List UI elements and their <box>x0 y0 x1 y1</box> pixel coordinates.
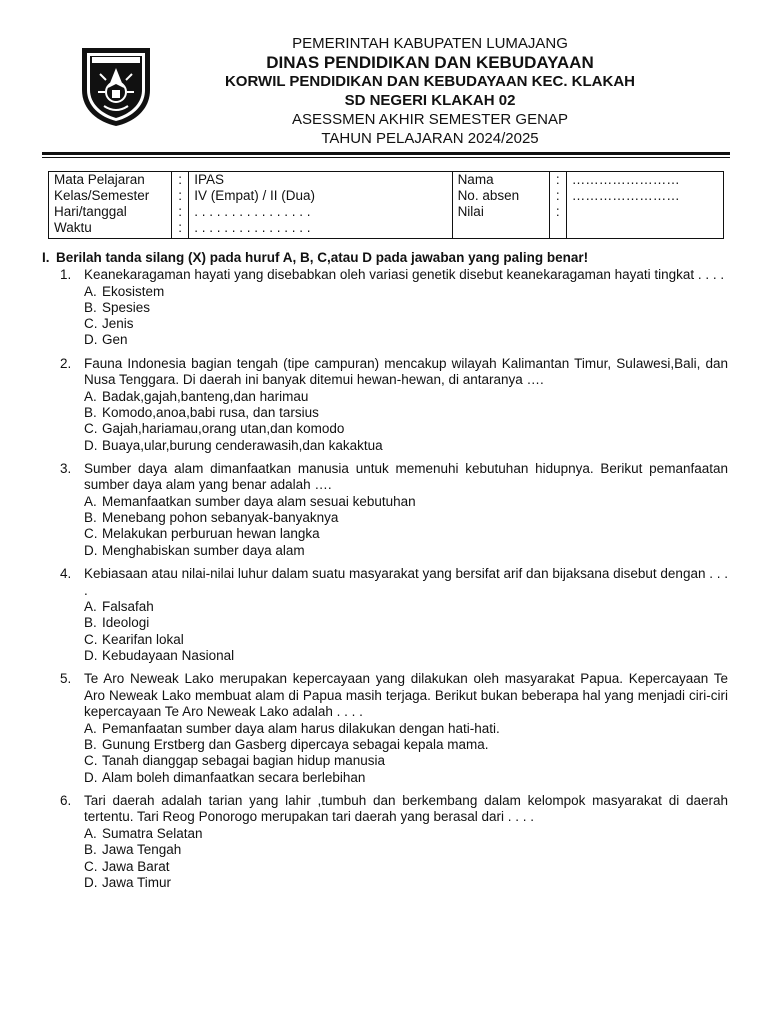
option-text: Jawa Timur <box>102 874 172 890</box>
question-item <box>42 356 728 454</box>
option-letter: C. <box>84 858 98 874</box>
option-letter: D. <box>84 437 98 453</box>
info-values-right[interactable]: …………………… …………………… <box>566 172 723 239</box>
info-labels-left: Mata Pelajaran Kelas/Semester Hari/tanggal Waktu <box>49 172 172 239</box>
section-number: I. <box>42 250 50 265</box>
question-item <box>42 566 728 664</box>
school-name: SD NEGERI KLAKAH 02 <box>344 92 516 109</box>
info-values-left[interactable]: IPAS IV (Empat) / II (Dua) . . . . . . . . . . . . . . . . . . . . . . . . . . . . . . . . <box>189 172 452 239</box>
question-number: 4. <box>60 566 72 582</box>
option-letter: B. <box>84 842 97 858</box>
option-letter: D. <box>84 874 98 890</box>
answer-option[interactable] <box>84 859 728 875</box>
info-colons-right: : : : <box>549 172 566 239</box>
question-stem: Sumber daya alam dimanfaatkan manusia untuk memenuhi kebutuhan hidupnya. Berikut pemanfaatan sumber daya alam yang benar adalah …. <box>84 460 728 493</box>
answer-option[interactable] <box>84 405 728 421</box>
option-text: Falsafah <box>102 599 154 615</box>
option-letter: A. <box>84 388 97 404</box>
instruction-text: Berilah tanda silang (X) pada huruf A, B, C,atau D pada jawaban yang paling benar! <box>56 250 589 265</box>
section-instruction <box>42 249 728 266</box>
option-letter: B. <box>84 299 97 315</box>
option-text: Gen <box>102 332 128 348</box>
question-gap <box>42 559 728 565</box>
option-text: Alam boleh dimanfaatkan secara berlebihan <box>102 769 366 785</box>
option-letter: B. <box>84 404 97 420</box>
answer-option[interactable] <box>84 543 728 559</box>
answer-option[interactable] <box>84 615 728 631</box>
question-gap <box>42 454 728 460</box>
government-title: PEMERINTAH KABUPATEN LUMAJANG <box>292 35 568 52</box>
option-text: Melakukan perburuan hewan langka <box>102 526 320 542</box>
question-gap <box>42 349 728 355</box>
department-title: DINAS PENDIDIKAN DAN KEBUDAYAAN <box>266 53 594 72</box>
answer-option[interactable] <box>84 632 728 648</box>
answer-option[interactable] <box>84 648 728 664</box>
question-stem: Fauna Indonesia bagian tengah (tipe campuran) mencakup wilayah Kalimantan Timur, Sulawesi,Bali, dan Nusa Tenggara. Di daerah ini banyak ditemui hewan-hewan, di antaranya …. <box>84 355 728 388</box>
info-labels-right: Nama No. absen Nilai <box>452 172 549 239</box>
option-letter: D. <box>84 647 98 663</box>
answer-option[interactable] <box>84 737 728 753</box>
header-divider-thin <box>42 157 730 158</box>
option-text: Ekosistem <box>102 283 165 299</box>
option-letter: C. <box>84 631 98 647</box>
option-text: Menebang pohon sebanyak-banyaknya <box>102 510 339 526</box>
answer-option[interactable] <box>84 389 728 405</box>
answer-option[interactable] <box>84 510 728 526</box>
option-letter: C. <box>84 526 98 542</box>
answer-option[interactable] <box>84 438 728 454</box>
district-office-title: KORWIL PENDIDIKAN DAN KEBUDAYAAN KEC. KLAKAH <box>224 73 636 90</box>
question-stem: Kebiasaan atau nilai-nilai luhur dalam suatu masyarakat yang bersifat arif dan bijaksana disebut dengan . . . . <box>84 566 728 598</box>
option-text: Sumatra Selatan <box>102 825 203 841</box>
option-text: Jawa Barat <box>102 858 170 874</box>
question-item <box>42 671 728 786</box>
question-list <box>42 267 728 891</box>
question-item <box>42 267 728 349</box>
question-number: 5. <box>60 671 72 687</box>
answer-option[interactable] <box>84 284 728 300</box>
option-letter: D. <box>84 542 98 558</box>
question-section <box>42 249 728 891</box>
option-letter: B. <box>84 510 97 526</box>
question-number: 3. <box>60 460 72 476</box>
option-text: Komodo,anoa,babi rusa, dan tarsius <box>102 404 319 420</box>
option-text: Memanfaatkan sumber daya alam sesuai kebutuhan <box>102 493 416 509</box>
school-letterhead <box>180 34 680 148</box>
option-text: Tanah dianggap sebagai bagian hidup manusia <box>102 753 385 769</box>
answer-option[interactable] <box>84 316 728 332</box>
answer-option[interactable] <box>84 421 728 437</box>
student-info-table <box>48 171 724 239</box>
option-letter: C. <box>84 753 98 769</box>
option-letter: A. <box>84 493 97 509</box>
option-text: Badak,gajah,banteng,dan harimau <box>102 388 309 404</box>
option-letter: A. <box>84 599 97 615</box>
academic-year: TAHUN PELAJARAN 2024/2025 <box>321 130 539 147</box>
answer-option[interactable] <box>84 842 728 858</box>
question-number: 1. <box>60 267 72 282</box>
answer-option[interactable] <box>84 332 728 348</box>
option-text: Jawa Tengah <box>102 842 182 858</box>
option-text: Kearifan lokal <box>102 631 184 647</box>
option-text: Gunung Erstberg dan Gasberg dipercaya sebagai kepala mama. <box>102 737 489 753</box>
answer-option[interactable] <box>84 526 728 542</box>
option-letter: D. <box>84 769 98 785</box>
question-item <box>42 461 728 559</box>
question-stem: Te Aro Neweak Lako merupakan kepercayaan yang dilakukan oleh masyarakat Papua. Kepercayaan Te Aro Neweak Lako membuat alam di Papua masih terjaga. Berikut bukan beberapa hal yang menjadi ciri-ciri kepercayaan Te Aro Neweak Lako adalah . . . . <box>84 671 728 720</box>
question-item <box>42 793 728 891</box>
answer-option[interactable] <box>84 770 728 786</box>
answer-option[interactable] <box>84 875 728 891</box>
question-stem: Keanekaragaman hayati yang disebabkan oleh variasi genetik disebut keanekaragaman hayati tingkat . . . . <box>84 267 725 282</box>
question-gap <box>42 786 728 792</box>
answer-option[interactable] <box>84 599 728 615</box>
answer-option[interactable] <box>84 753 728 769</box>
answer-option[interactable] <box>84 494 728 510</box>
option-letter: C. <box>84 421 98 437</box>
option-letter: B. <box>84 737 97 753</box>
option-letter: C. <box>84 316 98 332</box>
question-gap <box>42 664 728 670</box>
option-letter: D. <box>84 332 98 348</box>
option-text: Pemanfaatan sumber daya alam harus dilakukan dengan hati-hati. <box>102 720 500 736</box>
option-letter: B. <box>84 615 97 631</box>
option-text: Spesies <box>102 299 151 315</box>
regency-emblem-icon <box>78 44 154 128</box>
option-text: Kebudayaan Nasional <box>102 647 235 663</box>
option-text: Ideologi <box>102 615 150 631</box>
header-divider-thick <box>42 152 730 155</box>
option-letter: A. <box>84 825 97 841</box>
answer-option[interactable] <box>84 826 728 842</box>
info-colons-left: : : : : <box>172 172 189 239</box>
exam-title: ASESSMEN AKHIR SEMESTER GENAP <box>292 111 568 128</box>
question-number: 6. <box>60 792 72 808</box>
option-text: Buaya,ular,burung cenderawasih,dan kakaktua <box>102 437 383 453</box>
option-letter: A. <box>84 283 97 299</box>
question-number: 2. <box>60 355 72 371</box>
answer-option[interactable] <box>84 721 728 737</box>
option-letter: A. <box>84 720 97 736</box>
option-text: Jenis <box>102 316 134 332</box>
answer-option[interactable] <box>84 300 728 316</box>
option-text: Menghabiskan sumber daya alam <box>102 542 305 558</box>
question-stem: Tari daerah adalah tarian yang lahir ,tumbuh dan berkembang dalam kelompok masyarakat di daerah tertentu. Tari Reog Ponorogo merupakan tari daerah yang berasal dari . . . . <box>84 792 728 825</box>
option-text: Gajah,hariamau,orang utan,dan komodo <box>102 421 345 437</box>
